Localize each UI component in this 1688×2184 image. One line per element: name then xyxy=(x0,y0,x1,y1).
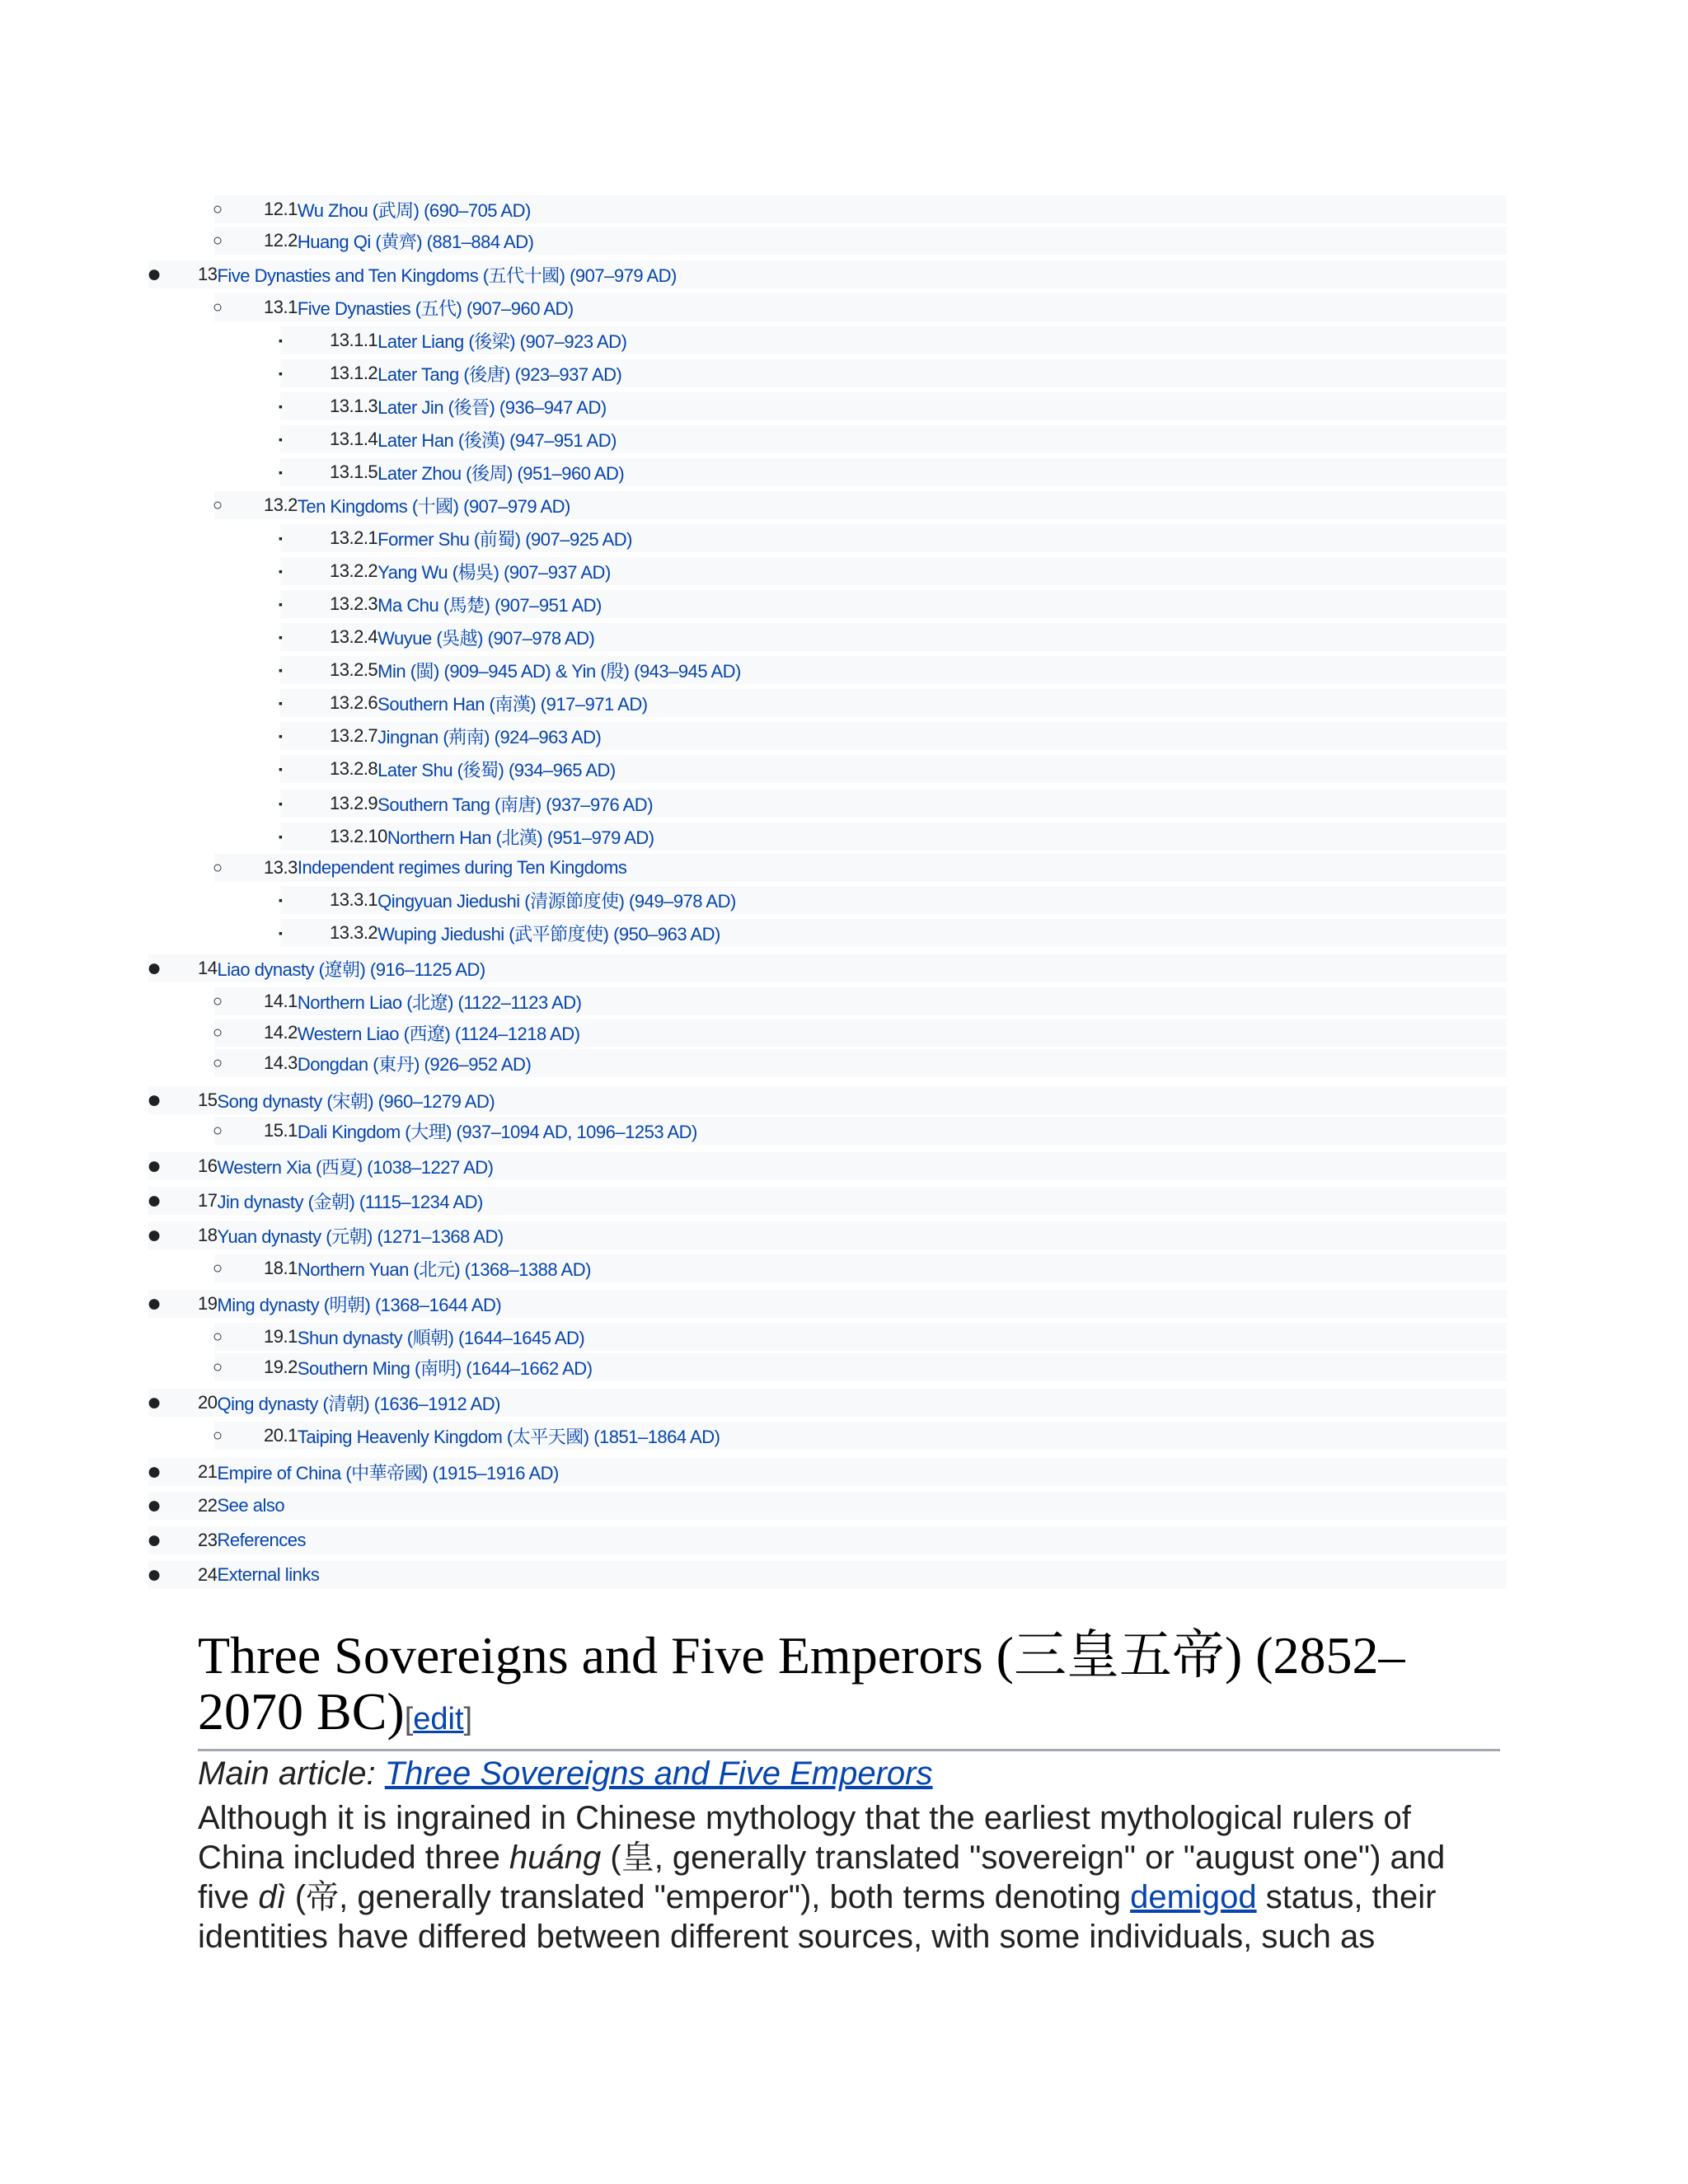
toc-item[interactable] xyxy=(214,293,1507,321)
toc-bullet: ▪ xyxy=(279,367,283,380)
toc-number: 13.2.9 xyxy=(330,793,378,813)
toc-number: 13.2.3 xyxy=(330,593,378,614)
toc-item[interactable] xyxy=(280,823,1507,851)
toc-number: 13.3.1 xyxy=(330,889,378,910)
toc-number: 23 xyxy=(198,1530,218,1550)
toc-bullet: ○ xyxy=(213,232,223,250)
toc-bullet: ▪ xyxy=(279,893,283,907)
toc-bullet: ▪ xyxy=(279,830,283,843)
toc-bullet: ▪ xyxy=(279,663,283,677)
toc-link[interactable]: Ten Kingdoms (十國) (907–979 AD) xyxy=(297,495,570,517)
edit-section: [edit] xyxy=(404,1702,473,1736)
toc-link[interactable]: Wuyue (吳越) (907–978 AD) xyxy=(377,627,595,649)
toc-number: 12.2 xyxy=(264,230,298,251)
toc-item[interactable] xyxy=(214,491,1507,519)
toc-number: 20.1 xyxy=(264,1425,298,1446)
toc-bullet: ▪ xyxy=(279,598,283,611)
toc-item[interactable] xyxy=(148,1389,1507,1417)
toc-item[interactable] xyxy=(280,689,1507,717)
toc-item[interactable] xyxy=(280,722,1507,750)
toc-link[interactable]: Northern Han (北漢) (951–979 AD) xyxy=(387,827,654,848)
toc-link[interactable]: Huang Qi (黄齊) (881–884 AD) xyxy=(297,231,534,252)
toc-number: 14.1 xyxy=(264,991,298,1011)
toc-link[interactable]: Liao dynasty (遼朝) (916–1125 AD) xyxy=(217,958,485,980)
toc-number: 12.1 xyxy=(264,199,298,219)
toc-bullet: ▪ xyxy=(279,630,283,644)
toc-item[interactable] xyxy=(280,623,1507,651)
toc-number: 13.3.2 xyxy=(330,922,378,943)
toc-item[interactable] xyxy=(214,987,1507,1015)
toc-bullet: ○ xyxy=(213,1122,223,1140)
toc-number: 14.3 xyxy=(264,1052,298,1073)
toc-number: 14.2 xyxy=(264,1022,298,1043)
toc-bullet: ● xyxy=(147,954,162,982)
toc-link[interactable]: Later Tang (後唐) (923–937 AD) xyxy=(377,363,622,385)
toc-item[interactable] xyxy=(214,854,1507,882)
toc-bullet: ● xyxy=(147,1458,162,1485)
toc-number: 13.2.2 xyxy=(330,560,378,581)
toc-bullet: ▪ xyxy=(279,466,283,479)
toc-number: 13.1.2 xyxy=(330,363,378,383)
toc-link[interactable]: Dali Kingdom (大理) (937–1094 AD, 1096–1253 AD) xyxy=(297,1121,697,1142)
toc-link[interactable]: Northern Liao (北遼) (1122–1123 AD) xyxy=(297,991,582,1013)
toc-item[interactable] xyxy=(148,1458,1507,1486)
demigod-link[interactable]: demigod xyxy=(1130,1879,1257,1915)
toc-link[interactable]: Qing dynasty (清朝) (1636–1912 AD) xyxy=(217,1393,500,1414)
toc-bullet: ▪ xyxy=(279,729,283,743)
toc-item[interactable] xyxy=(148,1086,1507,1114)
toc-link[interactable]: Song dynasty (宋朝) (960–1279 AD) xyxy=(217,1090,495,1112)
section-heading xyxy=(198,1628,1500,1751)
toc-number: 14 xyxy=(198,958,218,978)
huang-term: huáng xyxy=(509,1840,602,1876)
toc-number: 13.1.5 xyxy=(330,462,378,482)
toc-link[interactable]: Later Zhou (後周) (951–960 AD) xyxy=(377,462,625,484)
toc-number: 13.2.5 xyxy=(330,659,378,680)
toc-link[interactable]: Five Dynasties and Ten Kingdoms (五代十國) (907–979 AD) xyxy=(217,265,677,286)
toc-number: 18 xyxy=(198,1225,218,1245)
toc-item[interactable] xyxy=(214,1049,1507,1077)
section-heading-text: Three Sovereigns and Five Emperors (三皇五帝) (2852–2070 BC) xyxy=(198,1626,1405,1741)
toc-item[interactable] xyxy=(280,557,1507,585)
toc-bullet: ▪ xyxy=(279,696,283,710)
toc-item[interactable] xyxy=(280,919,1507,947)
toc-bullet: ○ xyxy=(213,1358,223,1376)
toc-bullet: ○ xyxy=(213,1427,223,1445)
toc-bullet: ○ xyxy=(213,859,223,877)
toc-bullet: ▪ xyxy=(279,334,283,347)
toc-link[interactable]: Western Xia (西夏) (1038–1227 AD) xyxy=(217,1156,494,1178)
toc-item[interactable] xyxy=(148,260,1507,288)
toc-bullet: ● xyxy=(147,1152,162,1179)
toc-number: 13.1.3 xyxy=(330,396,378,416)
toc-number: 13.2.1 xyxy=(330,527,378,548)
toc-bullet: ○ xyxy=(213,1054,223,1072)
toc-number: 13.2 xyxy=(264,494,298,515)
toc-number: 13 xyxy=(198,264,218,284)
toc-bullet: ○ xyxy=(213,496,223,514)
toc-number: 13.1.1 xyxy=(330,330,378,350)
toc-item[interactable] xyxy=(280,326,1507,354)
toc-bullet: ○ xyxy=(213,1024,223,1042)
toc-item[interactable] xyxy=(280,524,1507,552)
toc-item[interactable] xyxy=(214,1254,1507,1282)
toc-link[interactable]: Empire of China (中華帝國) (1915–1916 AD) xyxy=(217,1462,559,1483)
toc-link[interactable]: Yuan dynasty (元朝) (1271–1368 AD) xyxy=(217,1226,504,1247)
toc-link[interactable]: See also xyxy=(217,1495,285,1516)
toc-item[interactable] xyxy=(280,755,1507,783)
toc-number: 19.2 xyxy=(264,1357,298,1377)
toc-number: 19.1 xyxy=(264,1326,298,1347)
toc-bullet: ● xyxy=(147,1526,162,1554)
toc-link[interactable]: Western Liao (西遼) (1124–1218 AD) xyxy=(297,1023,580,1044)
toc-number: 17 xyxy=(198,1190,218,1211)
toc-link[interactable]: Min (閩) (909–945 AD) & Yin (殷) (943–945 AD) xyxy=(377,660,741,682)
main-article-link[interactable]: Three Sovereigns and Five Emperors xyxy=(384,1755,933,1792)
toc-number: 18.1 xyxy=(264,1258,298,1278)
toc-bullet: ▪ xyxy=(279,433,283,446)
toc-item[interactable] xyxy=(280,656,1507,684)
main-article-hatnote xyxy=(198,1755,933,1793)
toc-bullet: ● xyxy=(147,1389,162,1416)
toc-item[interactable] xyxy=(280,590,1507,618)
toc-link[interactable]: Five Dynasties (五代) (907–960 AD) xyxy=(297,298,574,319)
toc-number: 13.2.6 xyxy=(330,692,378,713)
toc-link[interactable]: Jin dynasty (金朝) (1115–1234 AD) xyxy=(217,1191,483,1212)
toc-item[interactable] xyxy=(214,1019,1507,1047)
toc-number: 15.1 xyxy=(264,1120,298,1141)
toc-item[interactable] xyxy=(148,1561,1507,1589)
toc-bullet: ● xyxy=(147,1290,162,1317)
toc-number: 13.2.7 xyxy=(330,725,378,746)
toc-item[interactable] xyxy=(148,1221,1507,1249)
toc-number: 15 xyxy=(198,1090,218,1110)
toc-link[interactable]: Southern Tang (南唐) (937–976 AD) xyxy=(377,794,654,815)
toc-link[interactable]: Taiping Heavenly Kingdom (太平天國) (1851–1864 AD) xyxy=(297,1426,720,1447)
toc-item[interactable] xyxy=(148,954,1507,982)
toc-number: 16 xyxy=(198,1155,218,1176)
toc-bullet: ○ xyxy=(213,200,223,218)
toc-bullet: ▪ xyxy=(279,926,283,940)
toc-link[interactable]: Southern Han (南漢) (917–971 AD) xyxy=(377,693,648,715)
toc-bullet: ▪ xyxy=(279,400,283,413)
toc-number: 13.1.4 xyxy=(330,429,378,449)
toc-item[interactable] xyxy=(280,359,1507,387)
toc-item[interactable] xyxy=(214,1422,1507,1450)
toc-bullet: ● xyxy=(147,1187,162,1214)
toc-item[interactable] xyxy=(148,1492,1507,1520)
toc-link[interactable]: Later Shu (後蜀) (934–965 AD) xyxy=(377,759,616,780)
toc-bullet: ○ xyxy=(213,1259,223,1277)
toc-bullet: ○ xyxy=(213,1328,223,1346)
toc-bullet: ● xyxy=(147,1561,162,1588)
toc-bullet: ▪ xyxy=(279,532,283,545)
main-article-prefix: Main article: xyxy=(198,1755,385,1792)
section-paragraph: Although it is ingrained in Chinese mythology that the earliest mythological rulers of China included three huáng (皇, generally translated "sovereign" or "august one") and five dì (帝, generally translated "emperor"), both terms denoting demigod status, their identities have differed between different sources, with some individuals, such as xyxy=(198,1800,1446,1955)
toc-number: 13.1 xyxy=(264,297,298,317)
toc-link[interactable]: Jingnan (荊南) (924–963 AD) xyxy=(377,726,602,748)
toc-item[interactable] xyxy=(214,195,1507,223)
toc-item[interactable] xyxy=(280,790,1507,818)
toc-link[interactable]: Southern Ming (南明) (1644–1662 AD) xyxy=(297,1357,593,1379)
toc-link[interactable]: Wuping Jiedushi (武平節度使) (950–963 AD) xyxy=(377,923,720,944)
toc-link[interactable]: Later Jin (後晉) (936–947 AD) xyxy=(377,396,607,418)
toc-number: 22 xyxy=(198,1495,218,1516)
toc-bullet: ● xyxy=(147,1492,162,1519)
toc-link[interactable]: Later Han (後漢) (947–951 AD) xyxy=(377,429,617,451)
toc-number: 20 xyxy=(198,1392,218,1413)
toc-bullet: ● xyxy=(147,260,162,288)
toc-item[interactable] xyxy=(280,425,1507,453)
toc-link[interactable]: Later Liang (後梁) (907–923 AD) xyxy=(377,330,627,352)
toc-bullet: ● xyxy=(147,1086,162,1113)
toc-bullet: ○ xyxy=(213,298,223,316)
toc-link[interactable]: External links xyxy=(217,1564,320,1585)
toc-item[interactable] xyxy=(214,227,1507,255)
toc-link[interactable]: Ming dynasty (明朝) (1368–1644 AD) xyxy=(217,1294,502,1315)
toc-item[interactable] xyxy=(148,1187,1507,1215)
edit-link[interactable]: edit xyxy=(413,1702,464,1736)
toc-link[interactable]: Qingyuan Jiedushi (清源節度使) (949–978 AD) xyxy=(377,890,736,912)
toc-number: 21 xyxy=(198,1461,218,1482)
toc-item[interactable] xyxy=(280,392,1507,420)
toc-item[interactable] xyxy=(148,1152,1507,1180)
di-term: dì xyxy=(258,1879,286,1915)
toc-link[interactable]: References xyxy=(217,1530,306,1550)
toc-number: 13.3 xyxy=(264,857,298,878)
toc-number: 24 xyxy=(198,1564,218,1585)
toc-item[interactable] xyxy=(148,1526,1507,1554)
toc-link[interactable]: Dongdan (東丹) (926–952 AD) xyxy=(297,1053,532,1075)
toc-bullet: ▪ xyxy=(279,797,283,810)
toc-number: 19 xyxy=(198,1293,218,1314)
toc-link[interactable]: Ma Chu (馬楚) (907–951 AD) xyxy=(377,594,602,616)
toc-number: 13.2.10 xyxy=(330,826,387,846)
toc-item[interactable] xyxy=(280,886,1507,914)
toc-item[interactable] xyxy=(280,458,1507,486)
toc-bullet: ▪ xyxy=(279,565,283,578)
toc-item[interactable] xyxy=(214,1117,1507,1145)
toc-link[interactable]: Independent regimes during Ten Kingdoms xyxy=(297,857,627,878)
toc-link[interactable]: Former Shu (前蜀) (907–925 AD) xyxy=(377,528,632,550)
toc-item[interactable] xyxy=(214,1323,1507,1351)
toc-bullet: ▪ xyxy=(279,762,283,776)
toc-link[interactable]: Northern Yuan (北元) (1368–1388 AD) xyxy=(297,1258,591,1280)
toc-link[interactable]: Wu Zhou (武周) (690–705 AD) xyxy=(297,199,531,221)
toc-item[interactable] xyxy=(148,1290,1507,1318)
toc-item[interactable] xyxy=(214,1353,1507,1381)
toc-link[interactable]: Yang Wu (楊吳) (907–937 AD) xyxy=(377,561,611,583)
toc-number: 13.2.4 xyxy=(330,626,378,647)
toc-number: 13.2.8 xyxy=(330,758,378,779)
toc-bullet: ○ xyxy=(213,992,223,1010)
toc-link[interactable]: Shun dynasty (順朝) (1644–1645 AD) xyxy=(297,1327,585,1348)
toc-bullet: ● xyxy=(147,1221,162,1249)
